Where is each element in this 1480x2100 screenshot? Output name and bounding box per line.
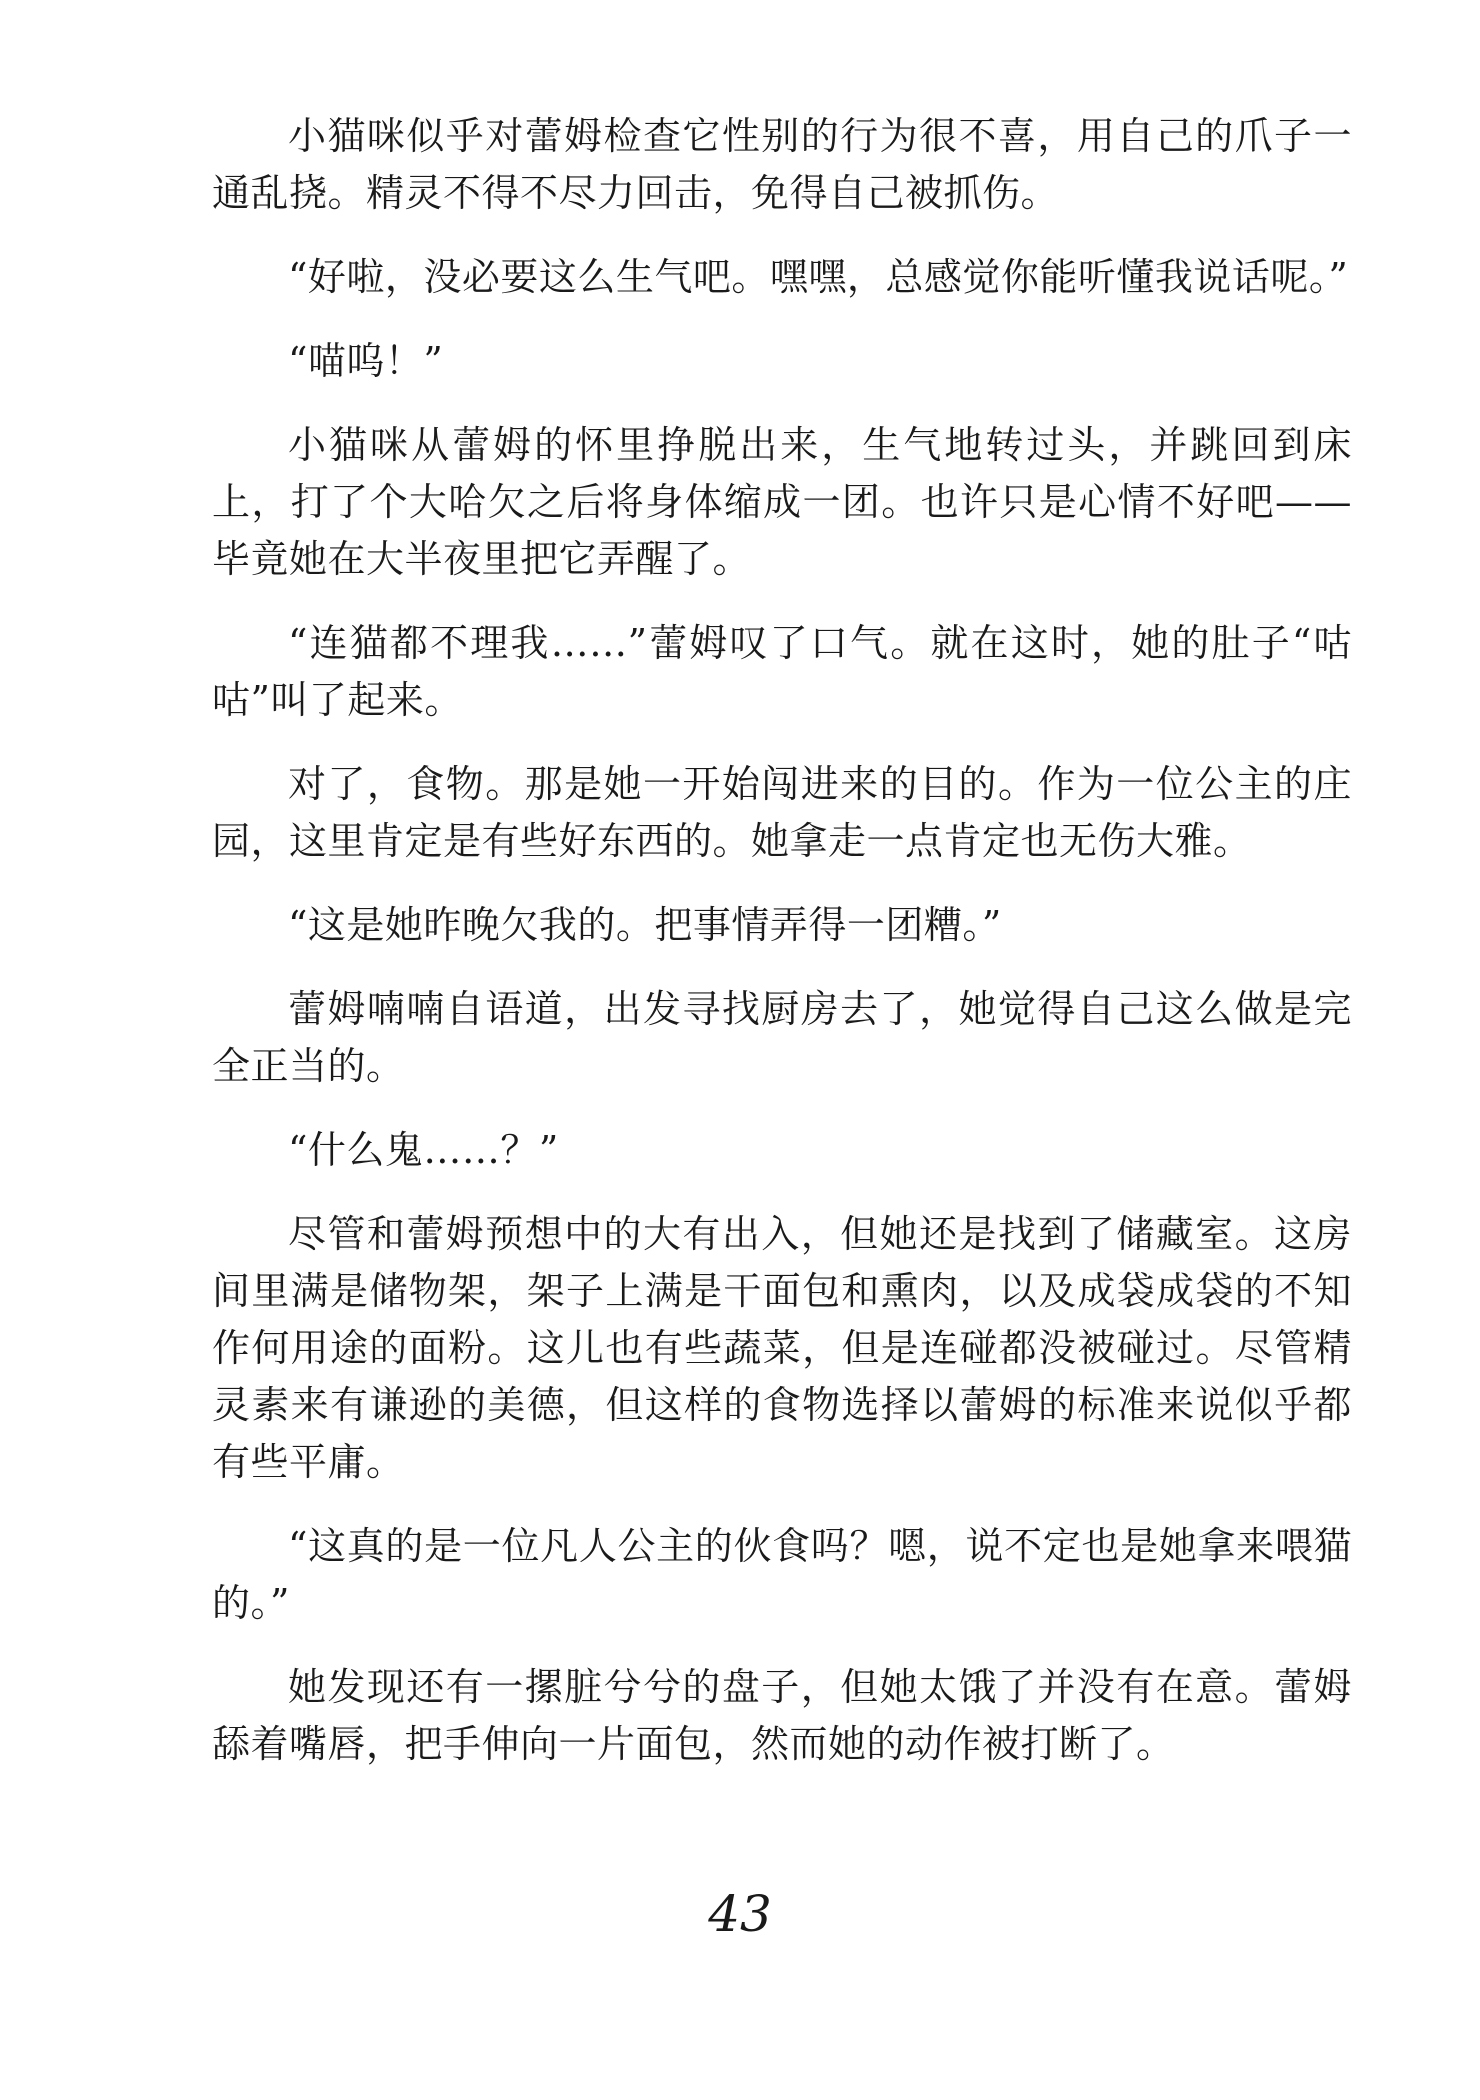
- paragraph: “连猫都不理我……”蕾姆叹了口气。就在这时，她的肚子“咕咕”叫了起来。: [212, 621, 1352, 722]
- paragraph: “喵呜！”: [288, 339, 444, 383]
- paragraph: 她发现还有一摞脏兮兮的盘子，但她太饿了并没有在意。蕾姆舔着嘴唇，把手伸向一片面包，然而她的动作被打断了。: [212, 1665, 1352, 1766]
- paragraph: 小猫咪似乎对蕾姆检查它性别的行为很不喜，用自己的爪子一通乱挠。精灵不得不尽力回击，免得自己被抓伤。: [212, 114, 1352, 215]
- paragraph: 蕾姆喃喃自语道，出发寻找厨房去了，她觉得自己这么做是完全正当的。: [212, 987, 1352, 1088]
- paragraph: “好啦，没必要这么生气吧。嘿嘿，总感觉你能听懂我说话呢。”: [288, 255, 1349, 299]
- paragraph: 尽管和蕾姆预想中的大有出入，但她还是找到了储藏室。这房间里满是储物架，架子上满是干面包和熏肉，以及成袋成袋的不知作何用途的面粉。这儿也有些蔬菜，但是连碰都没被碰过。尽管精灵素来有谦逊的美德，但这样的食物选择以蕾姆的标准来说似乎都有些平庸。: [212, 1212, 1352, 1484]
- paragraph: “这真的是一位凡人公主的伙食吗？嗯，说不定也是她拿来喂猫的。”: [212, 1524, 1352, 1625]
- paragraph: 对了，食物。那是她一开始闯进来的目的。作为一位公主的庄园，这里肯定是有些好东西的。她拿走一点肯定也无伤大雅。: [212, 762, 1352, 863]
- paragraph: “这是她昨晚欠我的。把事情弄得一团糟。”: [288, 903, 1002, 947]
- paragraph: 小猫咪从蕾姆的怀里挣脱出来，生气地转过头，并跳回到床上，打了个大哈欠之后将身体缩成一团。也许只是心情不好吧——毕竟她在大半夜里把它弄醒了。: [212, 423, 1352, 581]
- paragraph: “什么鬼……？”: [288, 1128, 559, 1172]
- body-text: [212, 108, 1352, 1800]
- page-number: 43: [708, 1885, 772, 1943]
